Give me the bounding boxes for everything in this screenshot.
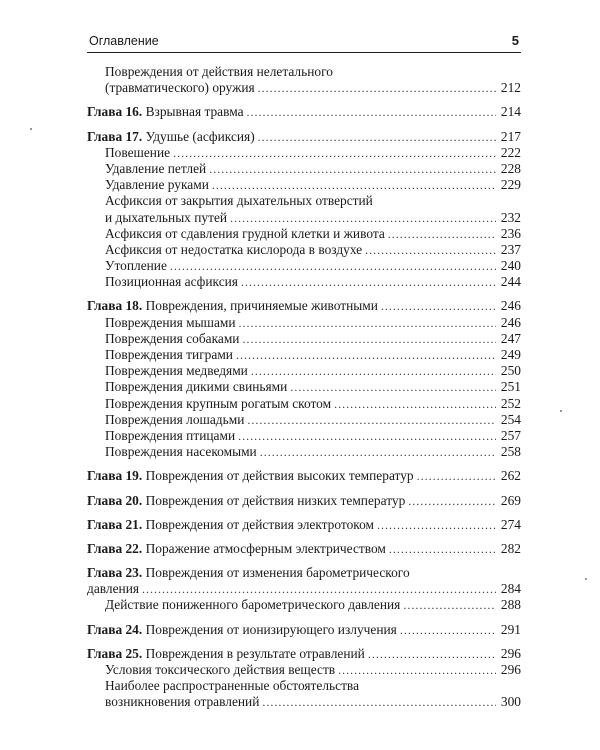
toc-chapter-entry[interactable] bbox=[87, 646, 521, 662]
entry-title: Удавление руками bbox=[105, 177, 209, 193]
toc-entry[interactable] bbox=[87, 315, 521, 331]
chapter-number: Глава 17. bbox=[87, 128, 143, 144]
toc-page-number: 274 bbox=[500, 516, 521, 532]
section-gap bbox=[87, 485, 521, 493]
section-gap bbox=[87, 460, 521, 468]
entry-title: Действие пониженного барометрического давления bbox=[105, 597, 401, 613]
toc-entry[interactable] bbox=[87, 210, 521, 226]
toc-page-number: 229 bbox=[500, 177, 521, 193]
entry-title: Утопление bbox=[105, 258, 167, 274]
toc-entry[interactable] bbox=[87, 64, 521, 80]
chapter-number: Глава 25. bbox=[87, 645, 143, 661]
entry-title: Повешение bbox=[105, 144, 171, 160]
toc-chapter-entry[interactable] bbox=[87, 493, 521, 509]
dot-leader bbox=[290, 379, 496, 395]
toc-page-number: 236 bbox=[500, 225, 521, 241]
entry-title: Повреждения мышами bbox=[105, 314, 236, 330]
section-gap bbox=[87, 96, 521, 104]
toc-entry-text bbox=[105, 177, 209, 193]
running-header bbox=[87, 32, 521, 53]
entry-title: Повреждения тиграми bbox=[105, 347, 233, 362]
toc-entry-text bbox=[105, 226, 385, 242]
toc-page-number: 240 bbox=[500, 258, 521, 274]
toc-entry-text bbox=[87, 104, 244, 120]
toc-page-number: 300 bbox=[500, 694, 521, 710]
dot-leader bbox=[251, 363, 496, 379]
dot-leader bbox=[388, 226, 496, 242]
toc-entry-text bbox=[105, 210, 227, 226]
toc-entry[interactable] bbox=[87, 242, 521, 258]
toc-entry[interactable] bbox=[87, 444, 521, 460]
dot-leader bbox=[403, 597, 496, 613]
section-gap bbox=[87, 638, 521, 646]
toc-page-number: 214 bbox=[500, 104, 521, 120]
dot-leader bbox=[338, 662, 496, 678]
entry-title: Удавление петлей bbox=[105, 160, 207, 176]
toc-page-number: 262 bbox=[500, 468, 521, 484]
toc-entry-text bbox=[105, 347, 233, 363]
toc-page-number: 246 bbox=[500, 314, 521, 330]
toc-entry[interactable] bbox=[87, 597, 521, 613]
chapter-number: Глава 18. bbox=[87, 298, 143, 314]
toc-entry[interactable] bbox=[87, 412, 521, 428]
toc-entry-text bbox=[105, 379, 287, 395]
scan-speck bbox=[30, 128, 32, 130]
dot-leader bbox=[239, 315, 496, 331]
entry-title: Повреждения от действия нелетального bbox=[105, 64, 333, 79]
entry-title: Повреждения, причиняемые животными bbox=[145, 298, 378, 314]
entry-title: Асфиксия от сдавления грудной клетки и живота bbox=[105, 225, 385, 241]
toc-entry[interactable] bbox=[87, 80, 521, 96]
dot-leader bbox=[212, 177, 496, 193]
toc-entry[interactable] bbox=[87, 581, 521, 597]
section-gap bbox=[87, 614, 521, 622]
toc-page-number: 212 bbox=[500, 80, 521, 96]
toc-entry-text bbox=[105, 694, 259, 710]
toc-page-number: 217 bbox=[500, 128, 521, 144]
toc-page-number: 228 bbox=[500, 160, 521, 176]
entry-title: Повреждения медведями bbox=[105, 363, 248, 379]
header-page-number: 5 bbox=[511, 33, 519, 48]
entry-title: Наиболее распространенные обстоятельства bbox=[105, 678, 360, 694]
table-of-contents bbox=[87, 64, 521, 711]
header-title: Оглавление bbox=[89, 34, 159, 48]
toc-page-number: 254 bbox=[500, 411, 521, 427]
toc-entry-text bbox=[105, 315, 236, 331]
dot-leader bbox=[258, 80, 496, 96]
dot-leader bbox=[209, 161, 496, 177]
toc-entry[interactable] bbox=[87, 177, 521, 193]
toc-entry-text bbox=[105, 363, 248, 379]
toc-entry-text bbox=[87, 493, 405, 509]
entry-title: Поражение атмосферным электричеством bbox=[145, 540, 386, 556]
dot-leader bbox=[238, 428, 496, 444]
toc-page-number: 251 bbox=[500, 379, 521, 395]
toc-entry-text bbox=[105, 678, 359, 694]
dot-leader bbox=[173, 145, 496, 161]
toc-page-number: 296 bbox=[500, 645, 521, 661]
toc-page-number: 247 bbox=[500, 330, 521, 346]
toc-entry-text bbox=[87, 581, 139, 597]
dot-leader bbox=[334, 396, 496, 412]
dot-leader bbox=[417, 468, 496, 484]
toc-entry[interactable] bbox=[87, 662, 521, 678]
dot-leader bbox=[381, 298, 496, 314]
toc-entry[interactable] bbox=[87, 678, 521, 694]
toc-entry[interactable] bbox=[87, 347, 521, 363]
entry-title: Повреждения собаками bbox=[105, 330, 240, 346]
toc-page-number: 282 bbox=[500, 540, 521, 556]
toc-entry-text bbox=[87, 565, 410, 581]
entry-title: (травматического) оружия bbox=[105, 80, 255, 96]
toc-entry[interactable] bbox=[87, 331, 521, 347]
toc-page-number: 222 bbox=[500, 144, 521, 160]
dot-leader bbox=[142, 581, 496, 597]
dot-leader bbox=[242, 331, 496, 347]
toc-chapter-entry[interactable] bbox=[87, 104, 521, 120]
entry-title: Повреждения насекомыми bbox=[105, 444, 257, 460]
dot-leader bbox=[389, 541, 496, 557]
toc-page-number: 291 bbox=[500, 621, 521, 637]
entry-title: Повреждения от ионизирующего излучения bbox=[145, 621, 397, 637]
chapter-number: Глава 24. bbox=[87, 621, 143, 637]
toc-entry-text bbox=[105, 258, 167, 274]
toc-entry-text bbox=[87, 298, 378, 314]
section-gap bbox=[87, 557, 521, 565]
toc-page-number: 249 bbox=[500, 347, 521, 362]
toc-entry-text bbox=[87, 622, 397, 638]
toc-entry-text bbox=[105, 428, 235, 444]
toc-entry[interactable] bbox=[87, 363, 521, 379]
toc-entry[interactable] bbox=[87, 226, 521, 242]
dot-leader bbox=[400, 622, 496, 638]
toc-entry-text bbox=[105, 597, 400, 613]
dot-leader bbox=[258, 129, 496, 145]
toc-chapter-entry[interactable] bbox=[87, 517, 521, 533]
toc-entry[interactable] bbox=[87, 428, 521, 444]
toc-page-number: 257 bbox=[500, 427, 521, 443]
section-gap bbox=[87, 533, 521, 541]
toc-entry[interactable] bbox=[87, 396, 521, 412]
toc-entry-text bbox=[105, 80, 255, 96]
dot-leader bbox=[170, 258, 496, 274]
toc-entry[interactable] bbox=[87, 161, 521, 177]
section-gap bbox=[87, 121, 521, 129]
toc-chapter-entry[interactable] bbox=[87, 541, 521, 557]
entry-title: и дыхательных путей bbox=[105, 209, 228, 225]
toc-page-number: 246 bbox=[500, 298, 521, 314]
dot-leader bbox=[377, 517, 496, 533]
entry-title: Асфиксия от закрытия дыхательных отверстий bbox=[105, 193, 373, 209]
entry-title: Повреждения крупным рогатым скотом bbox=[105, 395, 332, 411]
dot-leader bbox=[260, 444, 496, 460]
toc-entry-text bbox=[105, 161, 206, 177]
toc-chapter-entry[interactable] bbox=[87, 468, 521, 484]
toc-entry-text bbox=[87, 517, 374, 533]
chapter-number: Глава 22. bbox=[87, 540, 143, 556]
dot-leader bbox=[262, 694, 496, 710]
toc-entry-text bbox=[105, 331, 239, 347]
toc-entry-text bbox=[105, 145, 170, 161]
dot-leader bbox=[247, 412, 496, 428]
dot-leader bbox=[408, 493, 496, 509]
toc-page-number: 258 bbox=[500, 444, 521, 460]
toc-entry[interactable] bbox=[87, 258, 521, 274]
section-gap bbox=[87, 509, 521, 517]
entry-title: Повреждения в результате отравлений bbox=[145, 645, 365, 661]
toc-page-number: 232 bbox=[500, 209, 521, 225]
chapter-number: Глава 21. bbox=[87, 516, 143, 532]
toc-entry[interactable] bbox=[87, 379, 521, 395]
toc-page-number: 288 bbox=[500, 597, 521, 613]
scan-speck bbox=[560, 410, 562, 412]
entry-title: давления bbox=[87, 581, 140, 597]
dot-leader bbox=[241, 274, 496, 290]
toc-entry[interactable] bbox=[87, 274, 521, 290]
toc-entry-text bbox=[105, 444, 257, 460]
toc-entry-text bbox=[105, 64, 333, 80]
entry-title: Повреждения от действия низких температур bbox=[145, 492, 406, 508]
entry-title: Повреждения птицами bbox=[105, 427, 236, 443]
entry-title: Повреждения от изменения барометрического bbox=[145, 565, 410, 581]
entry-title: Взрывная травма bbox=[145, 104, 244, 120]
chapter-number: Глава 16. bbox=[87, 104, 143, 120]
toc-entry-text bbox=[105, 242, 362, 258]
toc-chapter-entry[interactable] bbox=[87, 298, 521, 314]
toc-page-number: 296 bbox=[500, 662, 521, 677]
toc-entry[interactable] bbox=[87, 193, 521, 209]
toc-entry-text bbox=[105, 274, 238, 290]
chapter-number: Глава 23. bbox=[87, 565, 143, 581]
toc-entry[interactable] bbox=[87, 145, 521, 161]
scan-speck bbox=[585, 578, 587, 580]
toc-entry-text bbox=[105, 193, 373, 209]
chapter-number: Глава 20. bbox=[87, 492, 143, 508]
toc-entry-text bbox=[105, 396, 331, 412]
toc-page-number: 237 bbox=[500, 241, 521, 257]
entry-title: Повреждения лошадьми bbox=[105, 411, 245, 427]
dot-leader bbox=[230, 210, 496, 226]
toc-entry[interactable] bbox=[87, 694, 521, 710]
toc-page-number: 284 bbox=[500, 581, 521, 597]
toc-page-number: 244 bbox=[500, 274, 521, 290]
toc-page-number: 250 bbox=[500, 363, 521, 379]
entry-title: Повреждения дикими свиньями bbox=[105, 379, 288, 395]
entry-title: Повреждения от действия электротоком bbox=[145, 516, 374, 532]
toc-chapter-entry[interactable] bbox=[87, 622, 521, 638]
toc-entry-text bbox=[87, 646, 365, 662]
toc-entry-text bbox=[87, 468, 414, 484]
entry-title: возникновения отравлений bbox=[105, 694, 260, 710]
toc-entry-text bbox=[87, 541, 386, 557]
entry-title: Позиционная асфиксия bbox=[105, 274, 238, 290]
dot-leader bbox=[365, 242, 496, 258]
section-gap bbox=[87, 290, 521, 298]
entry-title: Удушье (асфиксия) bbox=[145, 128, 255, 144]
toc-entry-text bbox=[105, 412, 244, 428]
toc-chapter-entry[interactable] bbox=[87, 129, 521, 145]
entry-title: Асфиксия от недостатка кислорода в воздухе bbox=[105, 241, 363, 257]
toc-page-number: 252 bbox=[500, 395, 521, 411]
toc-chapter-entry[interactable] bbox=[87, 565, 521, 581]
toc-page-number: 269 bbox=[500, 492, 521, 508]
chapter-number: Глава 19. bbox=[87, 468, 143, 484]
dot-leader bbox=[247, 104, 496, 120]
entry-title: Повреждения от действия высоких температур bbox=[145, 468, 414, 484]
toc-entry-text bbox=[87, 129, 255, 145]
dot-leader bbox=[236, 347, 496, 363]
entry-title: Условия токсического действия веществ bbox=[105, 662, 336, 677]
dot-leader bbox=[368, 646, 496, 662]
toc-entry-text bbox=[105, 662, 335, 678]
